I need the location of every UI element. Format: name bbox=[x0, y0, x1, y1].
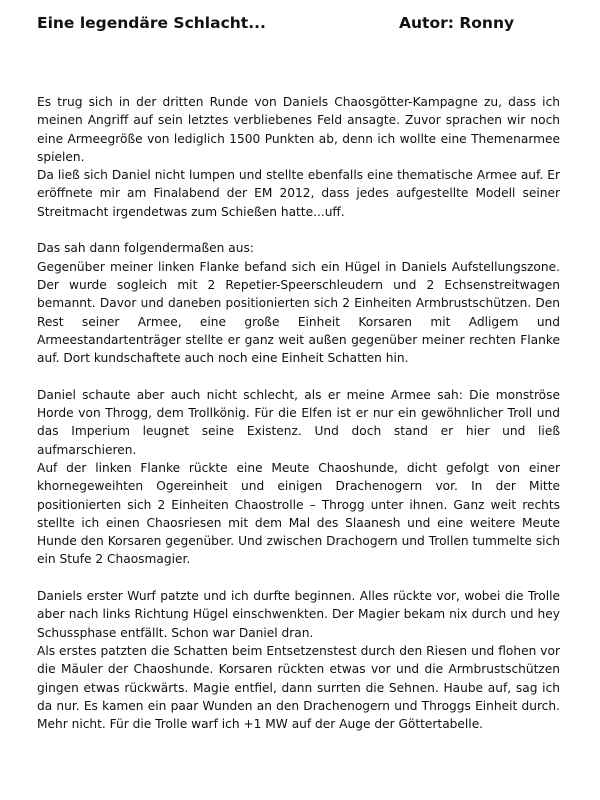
document-header bbox=[37, 14, 517, 38]
paragraph-intro: Es trug sich in der dritten Runde von Daniels Chaosgötter-Kampagne zu, dass ich meinen Angriff auf sein letztes verbliebenes Feld ansagte. Zuvor sprachen wir noch eine Armeegröße von lediglich 1500 Punkten ab, denn ich wollte eine Themenarmee spielen. bbox=[37, 95, 560, 164]
paragraph-my-deployment: Auf der linken Flanke rückte eine Meute Chaoshunde, dicht gefolgt von einer khornegeweihten Ogereinheit und einigen Drachenogern vor. In der Mitte positionierten sich 2 Einheiten Chaostrolle – Throgg unter ihnen. Ganz weit rechts stellte ich einen Chaosriesen mit dem Mal des Slaanesh und eine weitere Meute Hunde den Korsaren gegenüber. Und zwischen Drachogern und Trollen tummelte sich ein Stufe 2 Chaosmagier. bbox=[37, 460, 560, 567]
paragraph-daniel-turn: Als erstes patzten die Schatten beim Entsetzenstest durch den Riesen und flohen vor die Mäuler der Chaoshunde. Korsaren rückten etwas vor und die Armbrustschützen gingen etwas rückwärts. Magie entfiel, dann surrten die Sehnen. Haube auf, sag ich da nur. Es kamen ein paar Wunden an den Drachenogern und Throggs Einheit durch. Mehr nicht. Für die Trolle warf ich +1 MW auf der Auge der Göttertabelle. bbox=[37, 643, 560, 732]
paragraph-gap bbox=[37, 569, 560, 587]
document-author: Autor: Ronny bbox=[399, 14, 515, 32]
paragraph-throgg-horde: Daniel schaute aber auch nicht schlecht, als er meine Armee sah: Die monströse Horde von Throgg, dem Trollkönig. Für die Elfen ist er nur ein gewöhnlicher Troll und das Imperium leugnet seine Existenz. Und doch stand er hier und ließ aufmarschieren. bbox=[37, 387, 560, 457]
paragraph-daniel-army: Da ließ sich Daniel nicht lumpen und stellte ebenfalls eine thematische Armee auf. Er eröffnete mir am Finalabend der EM 2012, dass jedes aufgestellte Modell seiner Streitmacht irgendetwas zum Schießen hatte...uff. bbox=[37, 168, 560, 219]
paragraph-daniel-deployment: Gegenüber meiner linken Flanke befand sich ein Hügel in Daniels Aufstellungszone. Der wurde sogleich mit 2 Repetier-Speerschleudern und 2 Echsenstreitwagen bemannt. Davor und daneben positionierten sich 2 Einheiten Armbrustschützen. Den Rest seiner Armee, eine große Einheit Korsaren mit Adligem und Armeestandartenträger stellte er ganz weit außen gegenüber meiner rechten Flanke auf. Dort kundschaftete auch noch eine Einheit Schatten hin. bbox=[37, 259, 560, 366]
paragraph-gap bbox=[37, 221, 560, 239]
paragraph-first-turn: Daniels erster Wurf patzte und ich durfte beginnen. Alles rückte vor, wobei die Trolle aber nach links Richtung Hügel einschwenkten. Der Magier bekam nix durch und hey Schussphase entfällt. Schon war Daniel dran. bbox=[37, 589, 560, 640]
paragraph-gap bbox=[37, 367, 560, 385]
paragraph-setup-lead: Das sah dann folgendermaßen aus: bbox=[37, 241, 254, 256]
document-title: Eine legendäre Schlacht... bbox=[37, 14, 266, 32]
document-body bbox=[37, 93, 560, 733]
